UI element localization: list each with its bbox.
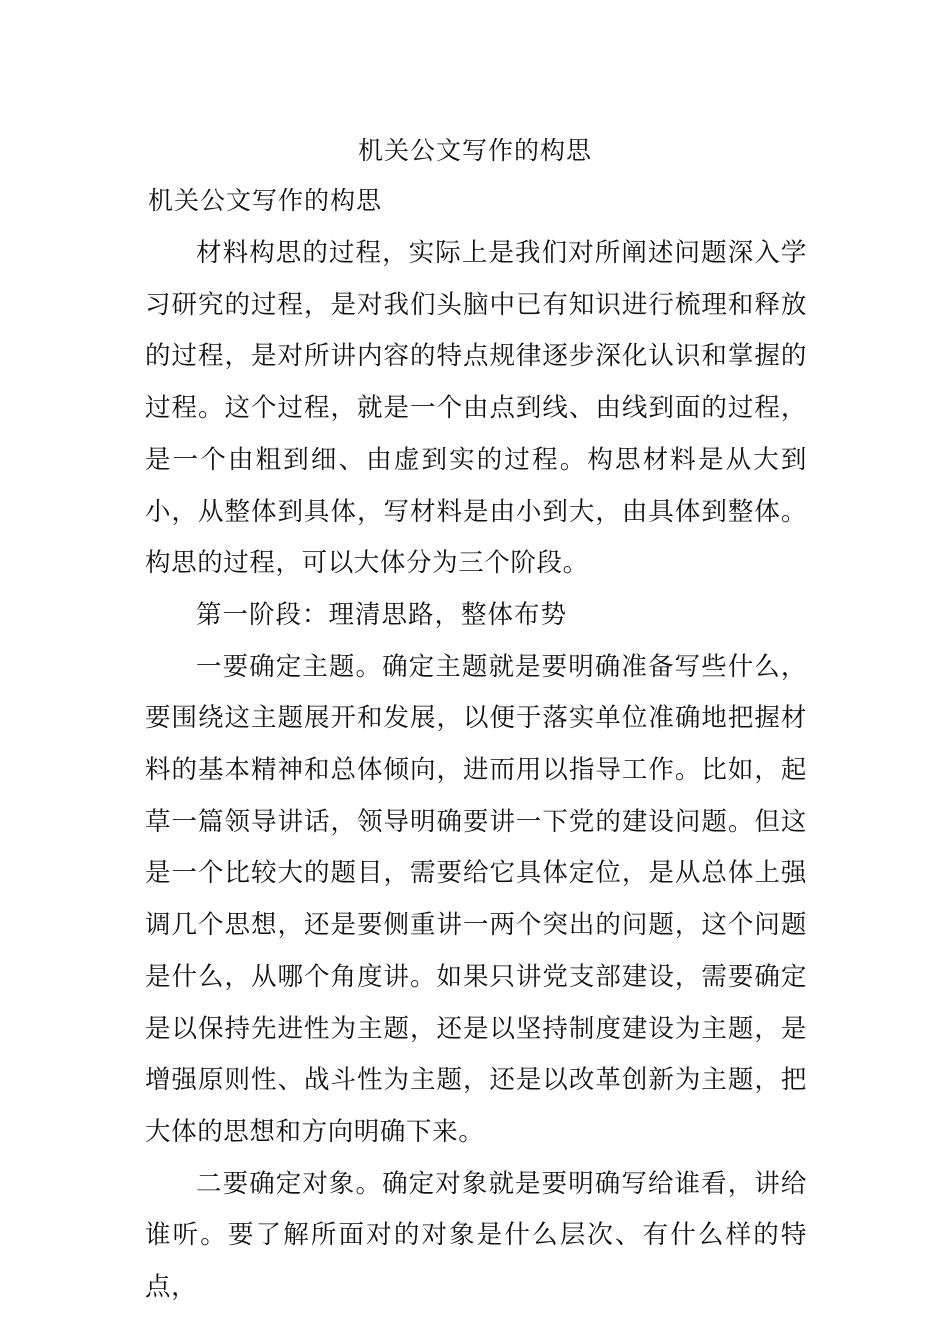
paragraph-intro: 材料构思的过程，实际上是我们对所阐述问题深入学习研究的过程，是对我们头脑中已有知识进行梳理和释放的过程，是对所讲内容的特点规律逐步深化认识和掌握的过程。这个过程，就是一个由点到线、由线到面的过程，是一个由粗到细、由虚到实的过程。构思材料是从大到小，从整体到具体，写材料是由小到大，由具体到整体。构思的过程，可以大体分为三个阶段。 bbox=[145, 238, 807, 579]
document-subtitle: 机关公文写作的构思 bbox=[148, 186, 383, 215]
document-body bbox=[145, 228, 807, 1314]
section-heading-stage-one: 第一阶段：理清思路，整体布势 bbox=[196, 599, 568, 630]
paragraph-determine-audience: 二要确定对象。确定对象就是要明确写给谁看，讲给谁听。要了解所面对的对象是什么层次、有什么样的特点， bbox=[145, 1168, 807, 1303]
paragraph-determine-theme: 一要确定主题。确定主题就是要明确准备写些什么，要围绕这主题展开和发展，以便于落实单位准确地把握材料的基本精神和总体倾向，进而用以指导工作。比如，起草一篇领导讲话，领导明确要讲一下党的建设问题。但这是一个比较大的题目，需要给它具体定位，是从总体上强调几个思想，还是要侧重讲一两个突出的问题，这个问题是什么，从哪个角度讲。如果只讲党支部建设，需要确定是以保持先进性为主题，还是以坚持制度建设为主题，是增强原则性、战斗性为主题，还是以改革创新为主题，把大体的思想和方向明确下来。 bbox=[145, 651, 807, 1147]
document-title: 机关公文写作的构思 bbox=[357, 136, 592, 165]
